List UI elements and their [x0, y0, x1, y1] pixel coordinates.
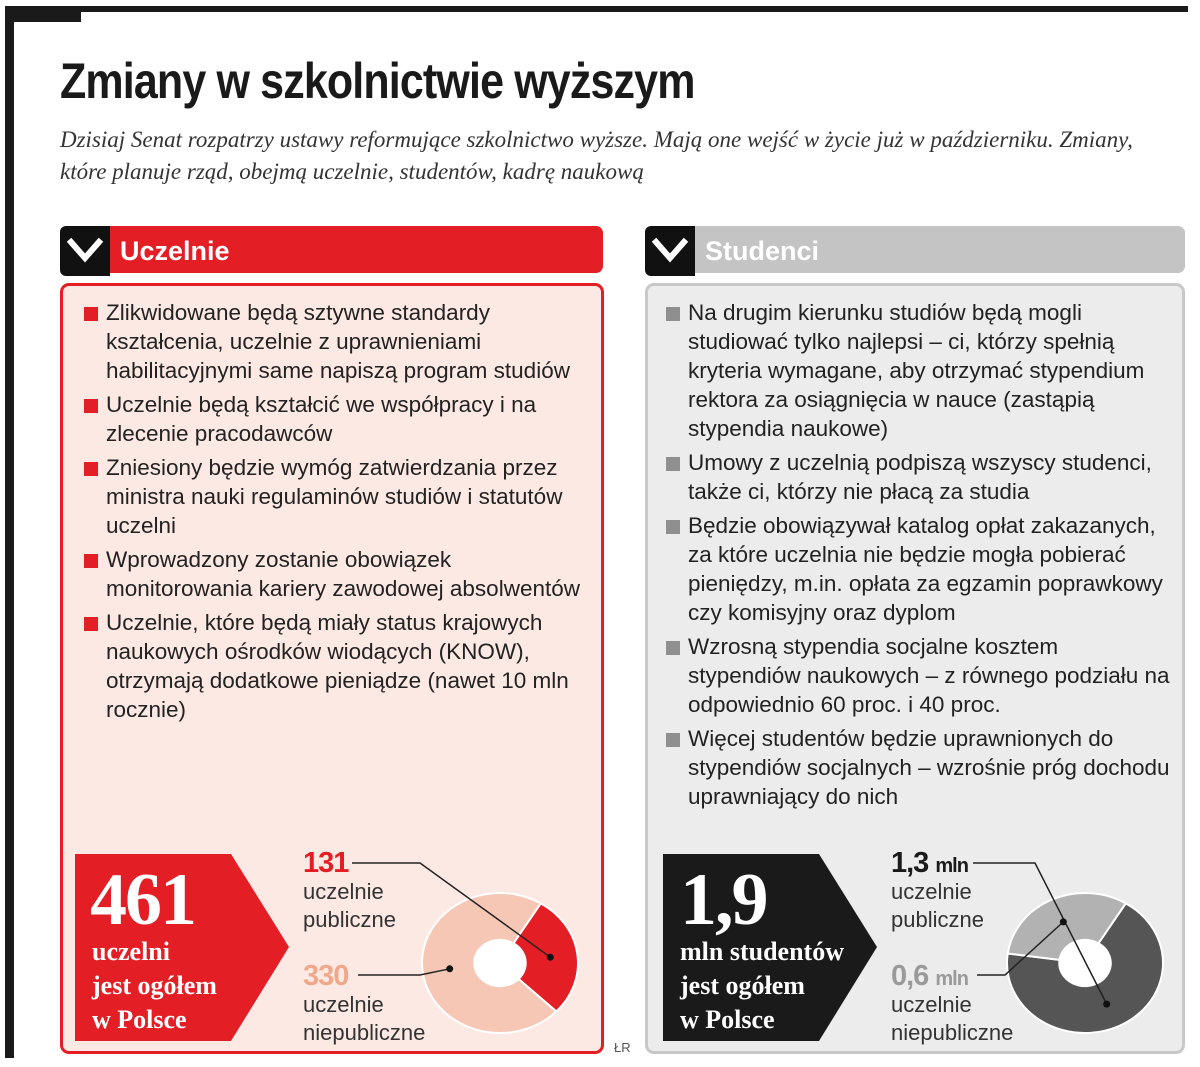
- list-uczelnie: [84, 298, 594, 729]
- list-studenci: [666, 298, 1176, 816]
- heading-uczelnie: Uczelnie: [120, 236, 230, 266]
- segment-label-line: uczelnie: [303, 879, 384, 904]
- segment-label-line: niepubliczne: [891, 1020, 1014, 1045]
- leader-dot: [1060, 918, 1067, 925]
- list-item: [84, 453, 594, 540]
- list-item-text: Wprowadzony zostanie obowiązek monitorowania kariery zawodowej absolwentów: [106, 547, 580, 601]
- frame-corner-tab: [5, 6, 81, 22]
- bullet-square-icon: [84, 399, 98, 413]
- list-item-text: Więcej studentów będzie uprawnionych do stypendiów socjalnych – wzrośnie próg dochodu uprawniający do nich: [688, 726, 1170, 809]
- segment-value-public: 1,3 mln: [891, 847, 968, 879]
- segment-value-private: 0,6 mln: [891, 960, 968, 992]
- page-title: Zmiany w szkolnictwie wyższym: [60, 53, 695, 109]
- bullet-square-icon: [666, 457, 680, 471]
- segment-label-line: publiczne: [303, 907, 396, 932]
- total-number-uczelnie: 461: [90, 859, 195, 941]
- segment-value-private: 330: [303, 960, 349, 992]
- list-item: [666, 632, 1176, 719]
- list-item: [84, 298, 594, 385]
- chevron-down-icon: [645, 226, 695, 276]
- bullet-square-icon: [666, 307, 680, 321]
- list-item-text: Umowy z uczelnią podpiszą wszyscy studenci, także ci, którzy nie płacą za studia: [688, 450, 1152, 504]
- total-caption-line: mln studentów: [680, 937, 844, 966]
- segment-label-line: niepubliczne: [303, 1020, 426, 1045]
- bullet-square-icon: [666, 733, 680, 747]
- leader-dot: [1103, 1001, 1110, 1008]
- frame-left-rule: [5, 6, 14, 1058]
- bullet-square-icon: [84, 307, 98, 321]
- segment-label-line: uczelnie: [891, 879, 972, 904]
- list-item: [666, 724, 1176, 811]
- segment-label-line: publiczne: [891, 907, 984, 932]
- list-item: [666, 298, 1176, 443]
- total-caption-line: w Polsce: [92, 1005, 187, 1034]
- total-caption-line: jest ogółem: [92, 971, 217, 1000]
- bullet-square-icon: [666, 641, 680, 655]
- list-item: [84, 608, 594, 724]
- list-item: [84, 390, 594, 448]
- list-item-text: Wzrosną stypendia socjalne kosztem stypendiów naukowych – z równego podziału na odpowiednio 60 proc. i 40 proc.: [688, 634, 1170, 717]
- list-item-text: Będzie obowiązywał katalog opłat zakazanych, za które uczelnia nie będzie mogła pobierać pieniędzy, m.in. opłata za egzamin poprawkowy czy komisyjny oraz dyplom: [688, 513, 1163, 625]
- total-caption-line: w Polsce: [680, 1005, 775, 1034]
- heading-studenci: Studenci: [705, 236, 820, 266]
- chevron-down-icon: [60, 226, 110, 276]
- total-caption-line: uczelni: [92, 937, 170, 966]
- list-item-text: Na drugim kierunku studiów będą mogli studiować tylko najlepsi – ci, którzy spełnią kryteria wymagane, aby otrzymać stypendium rektora za osiągnięcia w nauce (zastąpią stypendia naukowe): [688, 300, 1145, 441]
- frame-top-rule: [5, 6, 1188, 12]
- bullet-square-icon: [84, 462, 98, 476]
- author-credit: ŁR: [614, 1040, 631, 1055]
- total-number-studenci: 1,9: [680, 859, 767, 941]
- leader-dot: [547, 954, 554, 961]
- segment-label-line: uczelnie: [303, 992, 384, 1017]
- segment-label-line: uczelnie: [891, 992, 972, 1017]
- bullet-square-icon: [84, 617, 98, 631]
- total-caption-line: jest ogółem: [680, 971, 805, 1000]
- page-subtitle: Dzisiaj Senat rozpatrzy ustawy reformujące szkolnictwo wyższe. Mają one wejść w życie już w październiku. Zmiany, które planuje rząd, obejmą uczelnie, studentów, kadrę naukową: [60, 127, 1133, 184]
- list-item-text: Zniesiony będzie wymóg zatwierdzania przez ministra nauki regulaminów studiów i statutów uczelni: [106, 455, 563, 538]
- list-item: [666, 511, 1176, 627]
- leader-dot: [446, 965, 453, 972]
- list-item-text: Uczelnie będą kształcić we współpracy i na zlecenie pracodawców: [106, 392, 537, 446]
- bullet-square-icon: [84, 554, 98, 568]
- list-item-text: Zlikwidowane będą sztywne standardy kształcenia, uczelnie z uprawnieniami habilitacyjnymi same napiszą program studiów: [106, 300, 570, 383]
- bullet-square-icon: [666, 520, 680, 534]
- list-item-text: Uczelnie, które będą miały status krajowych naukowych ośrodków wiodących (KNOW), otrzymają dodatkowe pieniądze (nawet 10 mln rocznie): [106, 610, 569, 722]
- list-item: [84, 545, 594, 603]
- donut-hole: [474, 940, 525, 986]
- list-item: [666, 448, 1176, 506]
- segment-value-public: 131: [303, 847, 349, 879]
